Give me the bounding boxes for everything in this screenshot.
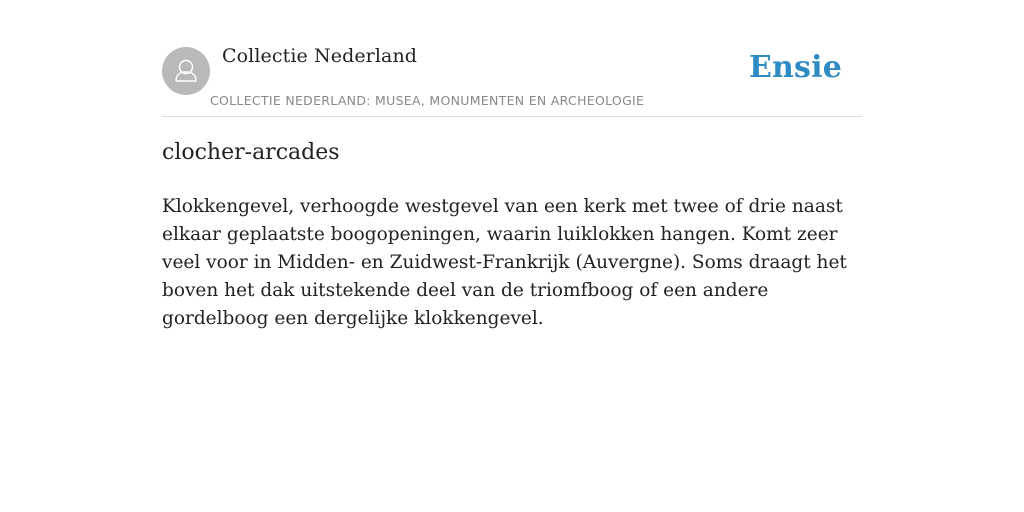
entry-header: [162, 0, 862, 117]
avatar[interactable]: [162, 47, 210, 95]
author-subtitle: COLLECTIE NEDERLAND: MUSEA, MONUMENTEN EN ARCHEOLOGIE: [210, 93, 645, 108]
ensie-logo[interactable]: Ensie: [748, 50, 842, 85]
term-definition: Klokkengevel, verhoogde westgevel van een kerk met twee of drie naast elkaar geplaatste boogopeningen, waarin luiklokken hangen. Komt zeer veel voor in Midden- en Zuidwest-Frankrijk (Auvergne). Soms draagt het boven het dak uitstekende deel van de triomfboog of een andere gordelboog een dergelijke klokkengevel.: [162, 196, 847, 329]
term-title: clocher-arcades: [162, 140, 340, 165]
user-silhouette-icon: [162, 47, 210, 95]
author-name[interactable]: Collectie Nederland: [222, 45, 418, 67]
entry-card: [162, 0, 862, 512]
